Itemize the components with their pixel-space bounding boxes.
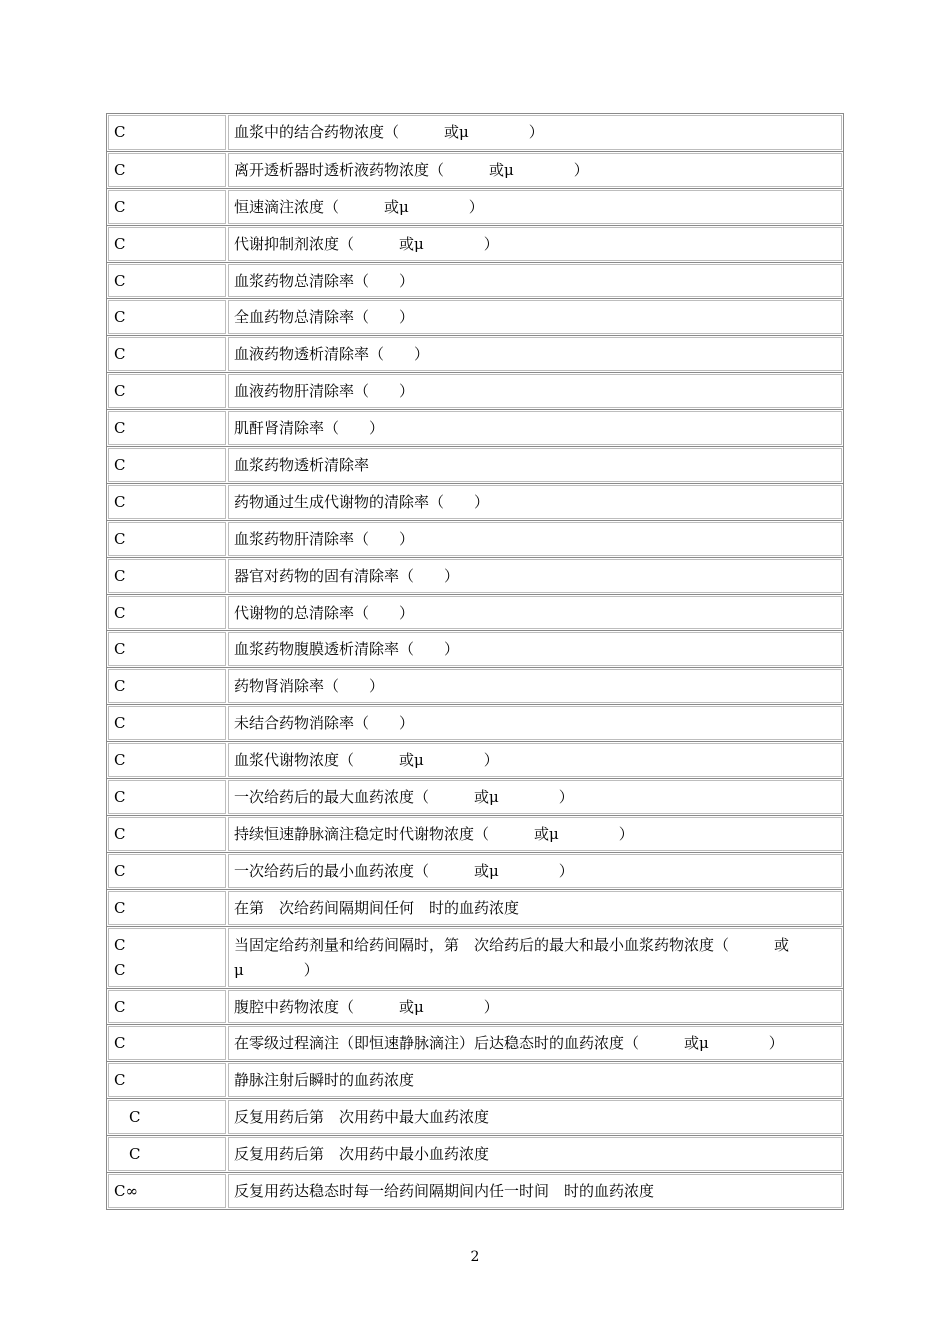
description-cell: 血浆药物总清除率（ ） bbox=[228, 264, 842, 298]
description-cell: 反复用药后第 次用药中最小血药浓度 bbox=[228, 1137, 842, 1171]
table-row bbox=[107, 1172, 843, 1209]
symbol-table bbox=[106, 113, 844, 1210]
table-row bbox=[107, 926, 843, 988]
symbol-cell: C∞ bbox=[108, 1174, 226, 1208]
table-row bbox=[107, 704, 843, 741]
symbol-cell: C bbox=[108, 1063, 226, 1097]
symbol-cell: C bbox=[108, 1100, 226, 1134]
symbol-cell: C bbox=[108, 374, 226, 408]
description-cell: 反复用药后第 次用药中最大血药浓度 bbox=[228, 1100, 842, 1134]
symbol-cell: C bbox=[108, 522, 226, 556]
description-cell: 血浆药物腹膜透析清除率（ ） bbox=[228, 632, 842, 666]
table-row bbox=[107, 114, 843, 151]
table-row bbox=[107, 852, 843, 889]
symbol-cell: C bbox=[108, 669, 226, 703]
table-row bbox=[107, 741, 843, 778]
description-cell: 一次给药后的最大血药浓度（ 或μ ） bbox=[228, 780, 842, 814]
symbol-cell: C bbox=[108, 632, 226, 666]
symbol-cell: C bbox=[108, 485, 226, 519]
description-cell: 腹腔中药物浓度（ 或μ ） bbox=[228, 990, 842, 1024]
table-row bbox=[107, 262, 843, 299]
description-cell: 一次给药后的最小血药浓度（ 或μ ） bbox=[228, 854, 842, 888]
table-row bbox=[107, 557, 843, 594]
symbol-cell: C bbox=[108, 706, 226, 740]
description-cell: 静脉注射后瞬时的血药浓度 bbox=[228, 1063, 842, 1097]
symbol-cell: C bbox=[108, 411, 226, 445]
table-row bbox=[107, 483, 843, 520]
symbol-cell: C bbox=[108, 337, 226, 371]
description-cell: 血液药物肝清除率（ ） bbox=[228, 374, 842, 408]
table-row bbox=[107, 667, 843, 704]
description-cell: 器官对药物的固有清除率（ ） bbox=[228, 559, 842, 593]
symbol-cell: C bbox=[108, 1137, 226, 1171]
symbol-cell: C bbox=[108, 153, 226, 187]
symbol-cell: C bbox=[108, 559, 226, 593]
symbol-cell: C bbox=[108, 190, 226, 224]
symbol-cell: C bbox=[108, 780, 226, 814]
table-row bbox=[107, 1135, 843, 1172]
table-row bbox=[107, 298, 843, 335]
symbol-cell: C C bbox=[108, 928, 226, 987]
table-row bbox=[107, 372, 843, 409]
description-cell: 代谢抑制剂浓度（ 或μ ） bbox=[228, 227, 842, 261]
table-row bbox=[107, 335, 843, 372]
symbol-cell: C bbox=[108, 300, 226, 334]
description-cell: 血浆代谢物浓度（ 或μ ） bbox=[228, 743, 842, 777]
description-cell: 持续恒速静脉滴注稳定时代谢物浓度（ 或μ ） bbox=[228, 817, 842, 851]
page-number: 2 bbox=[470, 1249, 480, 1265]
symbol-cell: C bbox=[108, 743, 226, 777]
description-cell: 代谢物的总清除率（ ） bbox=[228, 596, 842, 630]
symbol-cell: C bbox=[108, 1026, 226, 1060]
description-cell: 血浆中的结合药物浓度（ 或μ ） bbox=[228, 115, 842, 150]
description-cell: 反复用药达稳态时每一给药间隔期间内任一时间 时的血药浓度 bbox=[228, 1174, 842, 1208]
table-row bbox=[107, 988, 843, 1025]
symbol-cell: C bbox=[108, 264, 226, 298]
description-cell: 血浆药物肝清除率（ ） bbox=[228, 522, 842, 556]
table-row bbox=[107, 409, 843, 446]
symbol-cell: C bbox=[108, 854, 226, 888]
description-cell: 药物通过生成代谢物的清除率（ ） bbox=[228, 485, 842, 519]
table-row bbox=[107, 1098, 843, 1135]
description-cell: 当固定给药剂量和给药间隔时，第 次给药后的最大和最小血浆药物浓度（ 或μ ） bbox=[228, 928, 842, 987]
table-row bbox=[107, 889, 843, 926]
table-row bbox=[107, 778, 843, 815]
symbol-cell: C bbox=[108, 817, 226, 851]
table-row bbox=[107, 446, 843, 483]
description-cell: 药物肾消除率（ ） bbox=[228, 669, 842, 703]
table-row bbox=[107, 520, 843, 557]
description-cell: 在零级过程滴注（即恒速静脉滴注）后达稳态时的血药浓度（ 或μ ） bbox=[228, 1026, 842, 1060]
description-cell: 离开透析器时透析液药物浓度（ 或μ ） bbox=[228, 153, 842, 187]
description-cell: 恒速滴注浓度（ 或μ ） bbox=[228, 190, 842, 224]
table-row bbox=[107, 815, 843, 852]
description-cell: 全血药物总清除率（ ） bbox=[228, 300, 842, 334]
symbol-cell: C bbox=[108, 115, 226, 150]
table-row bbox=[107, 225, 843, 262]
description-cell: 血浆药物透析清除率 bbox=[228, 448, 842, 482]
symbol-cell: C bbox=[108, 448, 226, 482]
symbol-cell: C bbox=[108, 596, 226, 630]
symbol-cell: C bbox=[108, 891, 226, 925]
description-cell: 肌酐肾清除率（ ） bbox=[228, 411, 842, 445]
table-row bbox=[107, 630, 843, 667]
description-cell: 未结合药物消除率（ ） bbox=[228, 706, 842, 740]
description-cell: 血液药物透析清除率（ ） bbox=[228, 337, 842, 371]
table-row bbox=[107, 594, 843, 631]
table-row bbox=[107, 1024, 843, 1061]
description-cell: 在第 次给药间隔期间任何 时的血药浓度 bbox=[228, 891, 842, 925]
symbol-cell: C bbox=[108, 227, 226, 261]
table-row bbox=[107, 188, 843, 225]
symbol-cell: C bbox=[108, 990, 226, 1024]
table-row bbox=[107, 151, 843, 188]
table-row bbox=[107, 1061, 843, 1098]
